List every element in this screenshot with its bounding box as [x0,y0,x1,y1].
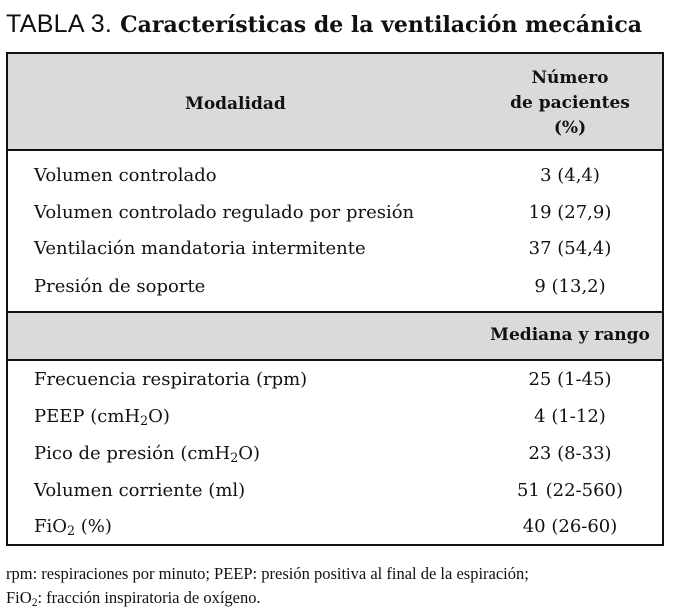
modality-value: 37 (54,4) [528,238,612,259]
header-divider [8,149,662,151]
table-number: TABLA 3. [6,10,113,38]
parameter-name: PEEP (cmH$_2$O) [34,406,170,429]
column-header-number-line1: Número [531,68,609,88]
column-header-number-line3: (%) [553,118,587,138]
parameter-name: Volumen corriente (ml) [34,480,246,501]
parameter-name: Frecuencia respiratoria (rpm) [34,369,308,390]
column-header-number-line2: de pacientes [510,93,630,113]
parameter-name: Pico de presión (cmH$_2$O) [34,443,260,466]
parameter-value: 40 (26-60) [522,516,618,537]
parameter-value: 25 (1-45) [528,369,612,390]
modality-name: Presión de soporte [34,276,206,297]
table-title [6,8,642,41]
parameter-value: 4 (1-12) [534,406,606,427]
modality-value: 19 (27,9) [528,202,612,223]
parameter-name: FiO$_2$ (%) [34,516,112,539]
modality-value: 3 (4,4) [540,165,600,186]
table-caption: Características de la ventilación mecánica [120,12,643,38]
footnote-line-2: FiO$_2$: fracción inspiratoria de oxígeno. [6,588,261,609]
modality-name: Ventilación mandatoria intermitente [34,238,366,259]
table [6,52,664,546]
column-header-median-range: Mediana y rango [490,325,650,345]
parameter-value: 23 (8-33) [528,443,612,464]
parameter-value: 51 (22-560) [516,480,623,501]
column-header-modalidad: Modalidad [185,94,286,114]
footnote-line-1: rpm: respiraciones por minuto; PEEP: presión positiva al final de la espiración; [6,564,529,583]
modality-value: 9 (13,2) [534,276,606,297]
modality-name: Volumen controlado [34,165,217,186]
subheader-divider [8,359,662,361]
modality-name: Volumen controlado regulado por presión [34,202,415,223]
